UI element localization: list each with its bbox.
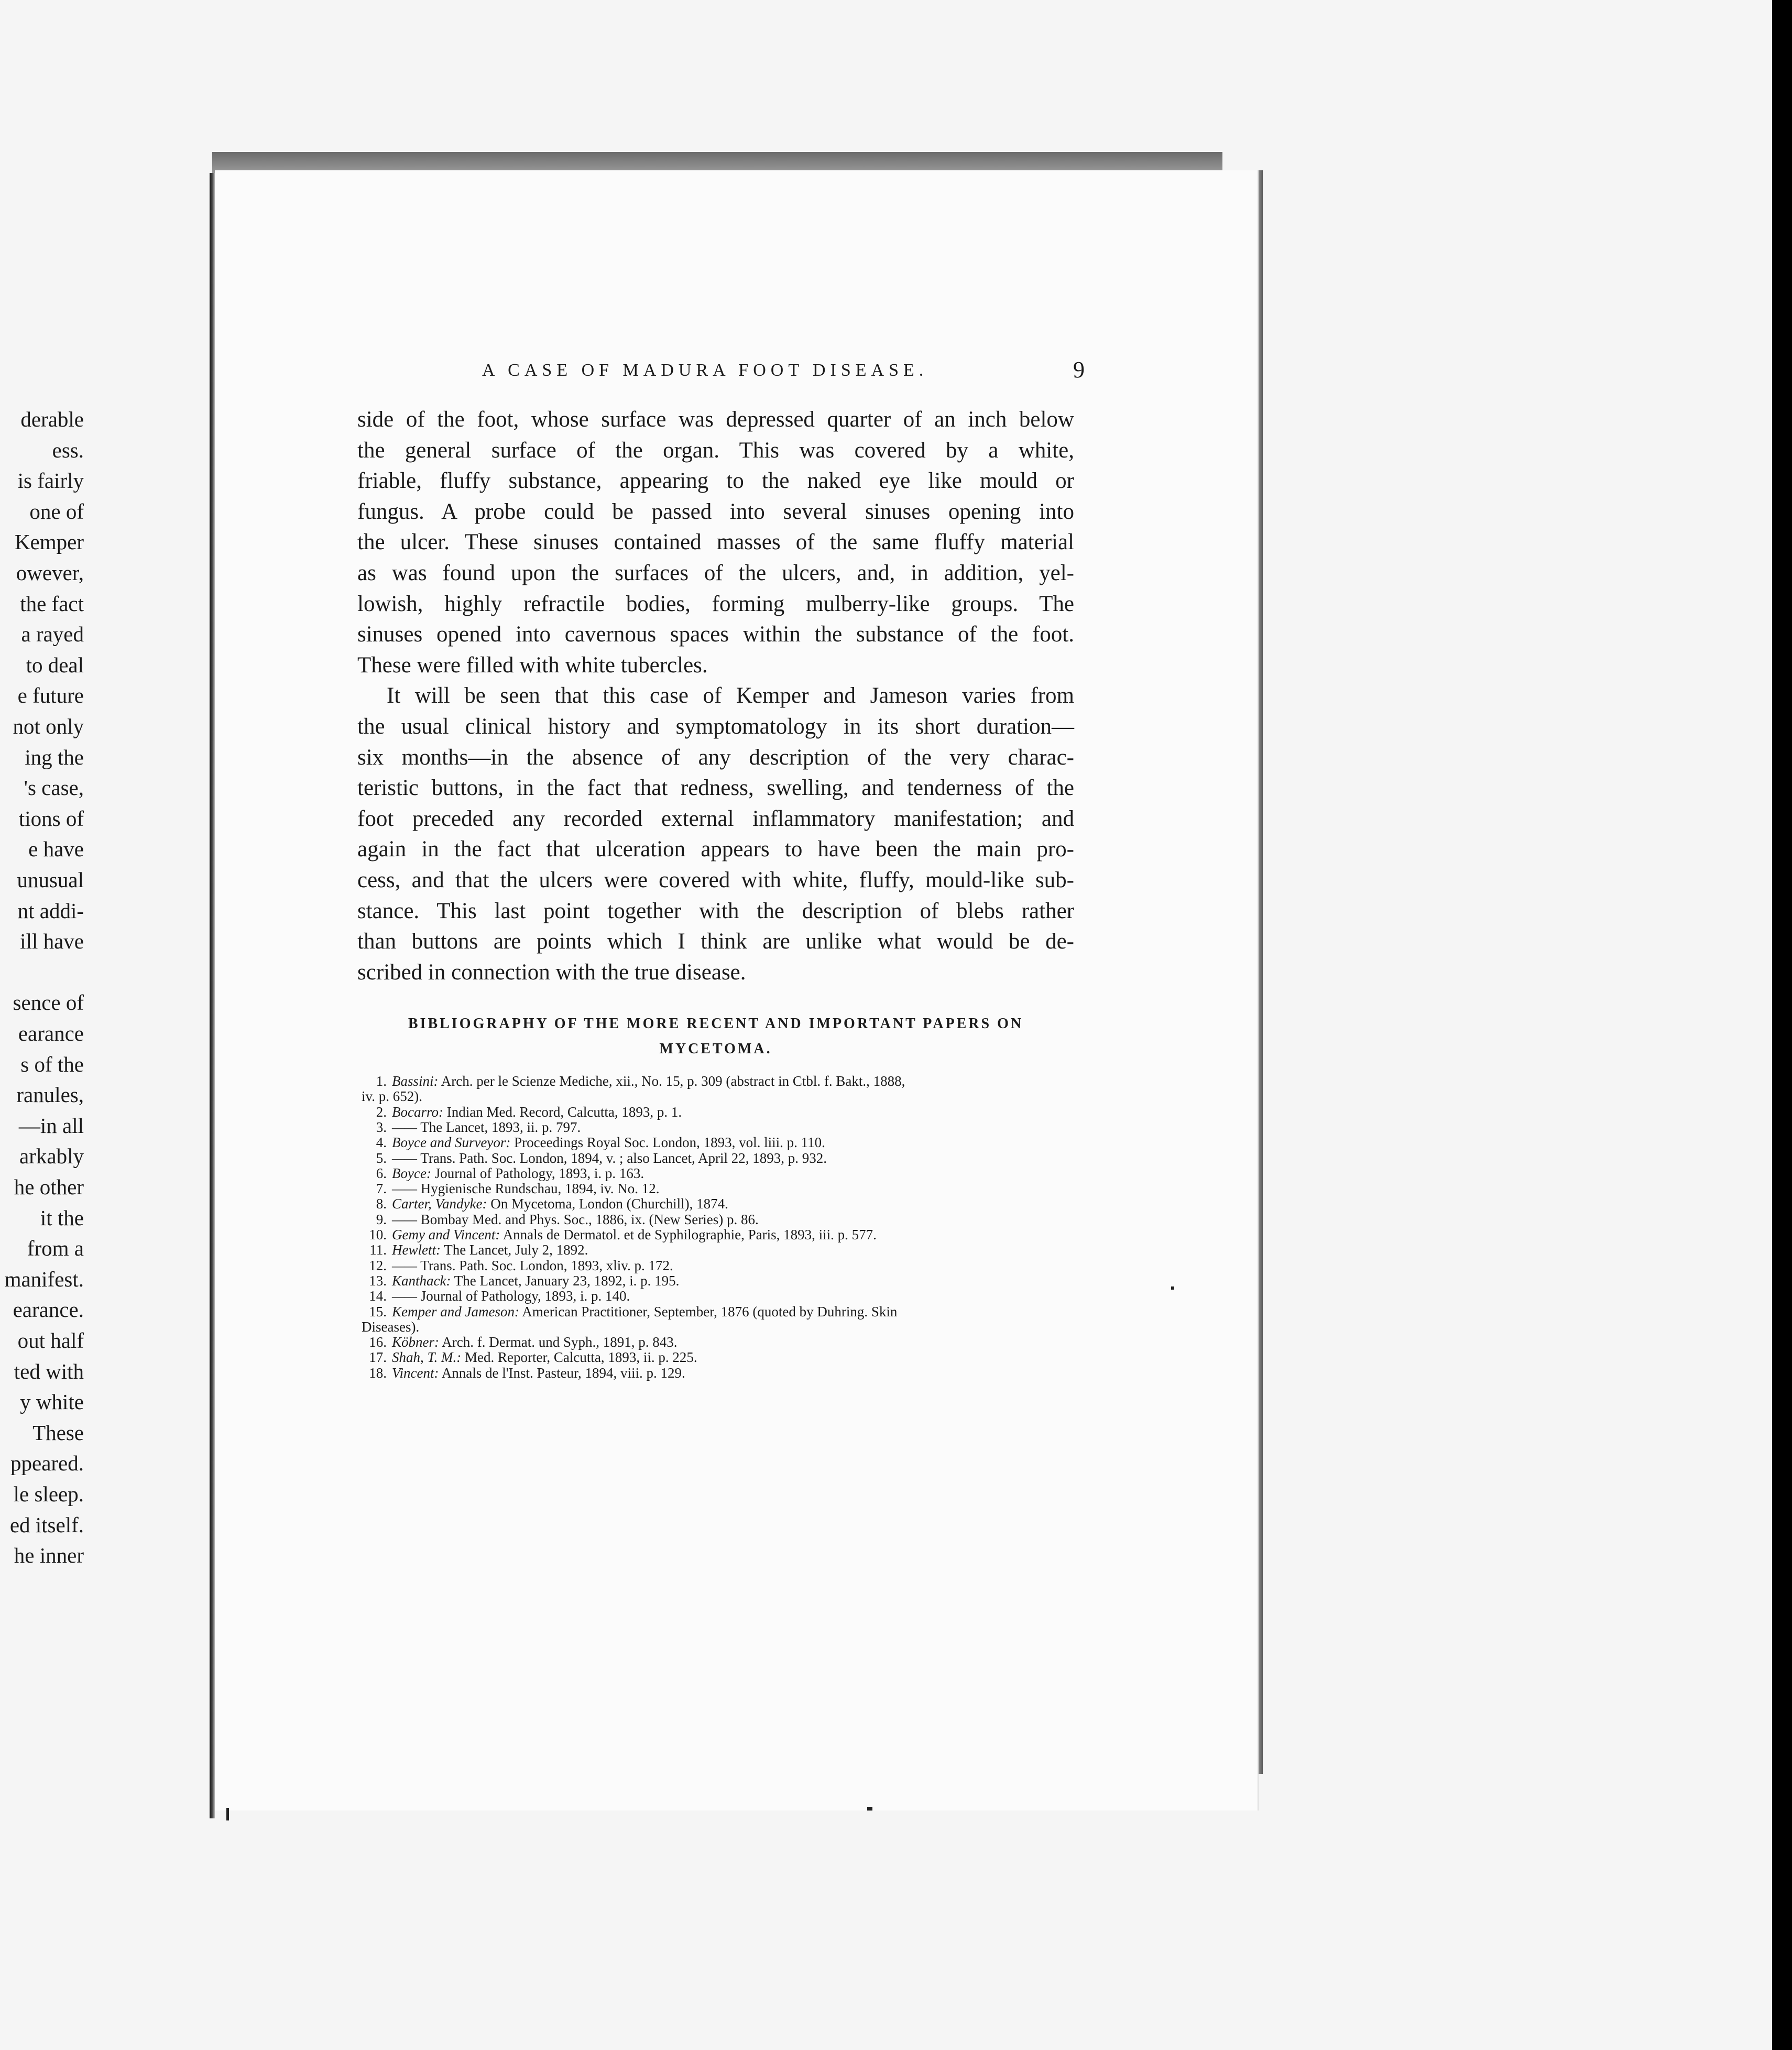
body-line: the usual clinical history and symptomatology in its short duration—: [357, 714, 1074, 739]
left-page-line: a rayed: [21, 622, 84, 647]
left-page-line: ranules,: [16, 1083, 84, 1107]
reference-text: Arch. f. Dermat. und Syph., 1891, p. 843.: [442, 1334, 678, 1350]
body-line: lowish, highly refractile bodies, forming mulberry-like groups. The: [357, 591, 1074, 616]
scan-black-edge: [1772, 0, 1792, 2050]
bibliography-entry: [362, 1150, 1079, 1166]
left-page-line: earance.: [13, 1297, 84, 1322]
bibliography-heading-line-2: MYCETOMA.: [659, 1041, 772, 1057]
reference-text: Indian Med. Record, Calcutta, 1893, p. 1.: [446, 1104, 682, 1120]
bibliography-entry: [362, 1135, 1079, 1150]
bibliography-entry: [362, 1212, 1079, 1227]
body-line: the general surface of the organ. This was covered by a white,: [357, 438, 1074, 463]
left-page-line: e have: [28, 837, 84, 862]
bibliography-entry: [362, 1304, 1079, 1320]
reference-author: Hewlett:: [392, 1242, 441, 1258]
body-line: the ulcer. These sinuses contained masses of the same fluffy material: [357, 530, 1074, 555]
left-page-line: s of the: [20, 1052, 84, 1076]
reference-number: 6.: [376, 1165, 387, 1181]
reference-author: Boyce and Surveyor:: [392, 1135, 511, 1151]
reference-author: ——: [392, 1211, 418, 1227]
reference-author: Shah, T. M.:: [392, 1349, 462, 1366]
body-line: than buttons are points which I think are unlike what would be de-: [357, 929, 1074, 954]
scan-speck: [226, 1808, 229, 1820]
left-page-line: tions of: [18, 806, 84, 831]
body-line: These were filled with white tubercles.: [357, 652, 708, 678]
reference-text: Arch. per le Scienze Mediche, xii., No. 15, p. 309 (abstract in Ctbl. f. Bakt., 1888,: [441, 1073, 905, 1089]
body-line: friable, fluffy substance, appearing to the naked eye like mould or: [357, 468, 1074, 494]
body-line: It will be seen that this case of Kemper and Jameson varies from: [387, 683, 1074, 708]
left-page-line: out half: [17, 1328, 84, 1353]
reference-text: The Lancet, 1893, ii. p. 797.: [420, 1119, 581, 1135]
running-head-title: A CASE OF MADURA FOOT DISEASE.: [482, 361, 928, 380]
reference-author: ——: [392, 1119, 418, 1135]
reference-text: Journal of Pathology, 1893, i. p. 140.: [420, 1288, 630, 1304]
left-page-line: ppeared.: [10, 1451, 84, 1476]
reference-number: 8.: [376, 1196, 387, 1212]
reference-text: American Practitioner, September, 1876 (quoted by Duhring. Skin: [522, 1303, 898, 1320]
page-spine: [210, 173, 215, 1818]
reference-text: Trans. Path. Soc. London, 1893, xliv. p. 172.: [420, 1257, 673, 1273]
reference-author: Boyce:: [392, 1165, 431, 1181]
reference-text: Trans. Path. Soc. London, 1894, v. ; also Lancet, April 22, 1893, p. 932.: [420, 1150, 827, 1166]
reference-number: 1.: [376, 1073, 387, 1089]
bibliography-entry: [362, 1242, 1079, 1258]
reference-number: 13.: [369, 1272, 387, 1289]
left-page-line: it the: [40, 1205, 84, 1230]
left-page-line: ing the: [25, 745, 84, 769]
body-line: sinuses opened into cavernous spaces within the substance of the foot.: [357, 622, 1074, 647]
left-page-line: manifest.: [4, 1267, 84, 1291]
body-line: again in the fact that ulceration appears to have been the main pro-: [357, 837, 1074, 862]
reference-text: Annals de Dermatol. et de Syphilographie, Paris, 1893, iii. p. 577.: [502, 1227, 877, 1242]
reference-text: Bombay Med. and Phys. Soc., 1886, ix. (New Series) p. 86.: [420, 1211, 759, 1227]
bibliography-entry: [362, 1165, 1079, 1181]
reference-text: Med. Reporter, Calcutta, 1893, ii. p. 225.: [465, 1349, 697, 1366]
reference-text: Hygienische Rundschau, 1894, iv. No. 12.: [420, 1181, 660, 1197]
left-page-line: the fact: [20, 591, 84, 616]
left-page-line: y white: [20, 1390, 84, 1414]
bibliography-entry: [362, 1349, 1079, 1365]
running-head: [482, 356, 1085, 381]
body-line: teristic buttons, in the fact that redness, swelling, and tenderness of the: [357, 776, 1074, 801]
left-page-line: not only: [13, 714, 84, 738]
body-line: scribed in connection with the true disease.: [357, 959, 746, 985]
left-page-line: e future: [17, 683, 84, 708]
left-page-line: owever,: [16, 561, 84, 585]
bibliography-entry: [362, 1104, 1079, 1120]
bibliography-heading: [357, 1011, 1074, 1062]
left-page-line: to deal: [26, 652, 84, 677]
left-page-line: These: [32, 1420, 84, 1445]
left-page-line: arkably: [19, 1144, 84, 1169]
bibliography-entry: [362, 1227, 1079, 1242]
bibliography-entry: [362, 1088, 1079, 1104]
bibliography-entry: [362, 1073, 1079, 1089]
bibliography-entry: [362, 1288, 1079, 1304]
body-line: fungus. A probe could be passed into several sinuses opening into: [357, 499, 1074, 524]
left-page-line: ted with: [14, 1359, 84, 1383]
reference-author: Bassini:: [392, 1073, 439, 1089]
reference-author: Carter, Vandyke:: [392, 1196, 487, 1212]
reference-author: ——: [392, 1150, 418, 1166]
reference-number: 10.: [369, 1227, 387, 1242]
page-number: 9: [1073, 357, 1085, 383]
reference-author: Kanthack:: [392, 1272, 451, 1289]
reference-text: On Mycetoma, London (Churchill), 1874.: [490, 1196, 728, 1212]
reference-number: 17.: [369, 1349, 387, 1366]
bibliography-entry: [362, 1258, 1079, 1273]
bibliography-entry: [362, 1181, 1079, 1196]
reference-text: Journal of Pathology, 1893, i. p. 163.: [434, 1165, 644, 1181]
left-page-line: ess.: [52, 438, 84, 462]
left-page-line: nt addi-: [17, 898, 84, 923]
body-line: cess, and that the ulcers were covered with white, fluffy, mould-like sub-: [357, 868, 1074, 892]
left-page-line: derable: [20, 407, 84, 431]
left-page-line: le sleep.: [13, 1482, 84, 1506]
bibliography-entry: [362, 1319, 1079, 1335]
left-page-line: earance: [18, 1021, 84, 1045]
bibliography-entry: [362, 1334, 1079, 1350]
reference-number: 7.: [376, 1181, 387, 1197]
reference-text: Proceedings Royal Soc. London, 1893, vol. liii. p. 110.: [514, 1135, 825, 1151]
left-page-line: Kemper: [14, 530, 84, 554]
scan-speck: [1171, 1286, 1174, 1290]
reference-number: 14.: [369, 1288, 387, 1304]
left-page-line: 's case,: [24, 776, 84, 800]
reference-author: Vincent:: [392, 1365, 439, 1381]
reference-text: iv. p. 652).: [362, 1088, 422, 1105]
left-page-line: he inner: [14, 1543, 84, 1568]
reference-text: The Lancet, July 2, 1892.: [444, 1242, 588, 1258]
left-page-line: ill have: [20, 929, 84, 954]
reference-number: 5.: [376, 1150, 387, 1166]
left-page-line: from a: [27, 1236, 84, 1261]
reference-author: ——: [392, 1288, 418, 1304]
reference-text: Annals de l'Inst. Pasteur, 1894, viii. p. 129.: [441, 1365, 685, 1381]
left-page-line: —in all: [18, 1113, 84, 1138]
reference-number: 3.: [376, 1119, 387, 1135]
reference-number: 15.: [369, 1303, 387, 1320]
reference-author: Köbner:: [392, 1334, 439, 1350]
body-line: side of the foot, whose surface was depressed quarter of an inch below: [357, 407, 1074, 432]
bibliography-entry: [362, 1273, 1079, 1289]
reference-author: ——: [392, 1257, 418, 1273]
bibliography-entry: [362, 1119, 1079, 1135]
reference-number: 18.: [369, 1365, 387, 1381]
left-page-line: one of: [29, 499, 84, 524]
reference-number: 16.: [369, 1334, 387, 1350]
body-line: foot preceded any recorded external inflammatory manifestation; and: [357, 806, 1074, 831]
reference-number: 4.: [376, 1135, 387, 1151]
reference-author: Gemy and Vincent:: [392, 1227, 500, 1242]
body-line: as was found upon the surfaces of the ulcers, and, in addition, yel-: [357, 561, 1074, 585]
bibliography-entry: [362, 1196, 1079, 1212]
reference-number: 2.: [376, 1104, 387, 1120]
scan-speck: [867, 1807, 872, 1811]
bibliography-heading-line-1: BIBLIOGRAPHY OF THE MORE RECENT AND IMPORTANT PAPERS ON: [408, 1016, 1024, 1032]
reference-author: Kemper and Jameson:: [392, 1303, 519, 1320]
left-page-line: unusual: [17, 868, 84, 892]
reference-number: 11.: [369, 1242, 387, 1258]
left-page-line: ed itself.: [9, 1512, 84, 1537]
reference-number: 9.: [376, 1211, 387, 1227]
left-page-line: he other: [14, 1175, 84, 1199]
reference-number: 12.: [369, 1257, 387, 1273]
reference-text: The Lancet, January 23, 1892, i. p. 195.: [454, 1272, 680, 1289]
left-page-line: is fairly: [17, 468, 84, 493]
bibliography-entry: [362, 1365, 1079, 1381]
reference-author: ——: [392, 1181, 418, 1197]
under-page-top-edge: [212, 152, 1222, 173]
left-page-line: sence of: [13, 990, 84, 1015]
reference-author: Bocarro:: [392, 1104, 443, 1120]
left-page-fragment: [0, 0, 84, 2050]
reference-text: Diseases).: [362, 1318, 420, 1335]
body-line: six months—in the absence of any description of the very charac-: [357, 745, 1074, 770]
body-line: stance. This last point together with the description of blebs rather: [357, 898, 1074, 923]
